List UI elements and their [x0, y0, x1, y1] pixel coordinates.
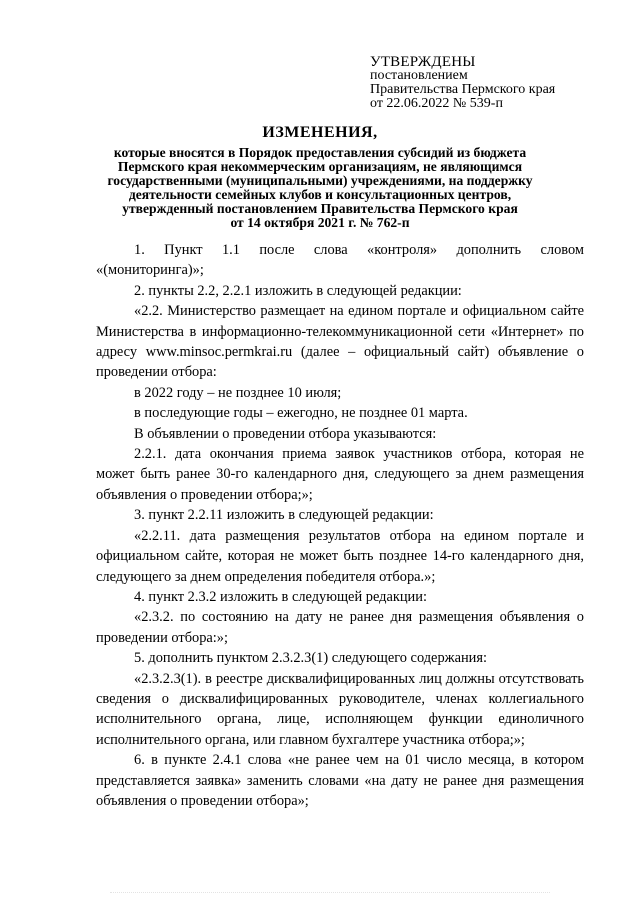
paragraph: «2.3.2.3(1). в реестре дисквалифицированных лиц должны отсутствовать сведения о дисквалифицированных руководителе, членах коллегиального исполнительного органа, лице, исполняющем функции единоличного исполнительного органа, или главном бухгалтере участника отбора;»;: [96, 670, 584, 748]
paragraph: 6. в пункте 2.4.1 слова «не ранее чем на 01 число месяца, в котором представляется заявка» заменить словами «на дату не ранее дня размещения объявления о проведении отбора»;: [96, 752, 584, 809]
subtitle-line: утвержденный постановлением Правительства Пермского края: [122, 201, 518, 216]
subtitle-line: которые вносятся в Порядок предоставления субсидий из бюджета: [113, 145, 527, 160]
document-title: ИЗМЕНЕНИЯ,: [262, 124, 378, 141]
paragraph: В объявлении о проведении отбора указываются:: [134, 425, 437, 442]
approval-line: от 22.06.2022 № 539-п: [370, 96, 503, 111]
document-subtitle: [80, 146, 560, 230]
paragraph: 2.2.1. дата окончания приема заявок участников отбора, которая не может быть ранее 30-го календарного дня, следующего за днем размещения объявления о проведении отбора;»;: [96, 446, 584, 503]
subtitle-line: от 14 октября 2021 г. № 762-п: [230, 215, 410, 230]
paragraph: 5. дополнить пунктом 2.3.2.3(1) следующего содержания:: [134, 650, 487, 667]
paragraph: 2. пункты 2.2, 2.2.1 изложить в следующей редакции:: [134, 282, 462, 299]
paragraph: 4. пункт 2.3.2 изложить в следующей редакции:: [134, 588, 427, 605]
subtitle-line: государственными (муниципальными) учреждениями, на поддержку: [107, 173, 533, 188]
paragraph: 3. пункт 2.2.11 изложить в следующей редакции:: [134, 507, 434, 524]
approval-line: постановлением: [370, 68, 468, 83]
subtitle-line: деятельности семейных клубов и консультационных центров,: [128, 187, 512, 202]
document-body: [96, 240, 584, 811]
paragraph: «2.2. Министерство размещает на едином портале и официальном сайте Министерства в информационно-телекоммуникационной сети «Интернет» по адресу www.minsoc.permkrai.ru (далее – официальный сайт) объявление о проведении отбора:: [96, 303, 584, 381]
approval-line: Правительства Пермского края: [370, 82, 556, 97]
subtitle-line: Пермского края некоммерческим организациям, не являющимся: [117, 159, 523, 174]
paragraph: 1. Пункт 1.1 после слова «контроля» дополнить словом «(мониторинга)»;: [96, 242, 584, 279]
paragraph: «2.3.2. по состоянию на дату не ранее дня размещения объявления о проведении отбора:»;: [96, 609, 584, 646]
scan-artifact-line: [110, 892, 550, 896]
paragraph: «2.2.11. дата размещения результатов отбора на едином портале и официальном сайте, которая не может быть позднее 14-го календарного дня, следующего за днем определения победителя отбора.»;: [96, 527, 584, 585]
paragraph: в последующие годы – ежегодно, не позднее 01 марта.: [134, 405, 468, 422]
approval-heading: УТВЕРЖДЕНЫ: [370, 54, 476, 70]
paragraph: в 2022 году – не позднее 10 июля;: [134, 384, 342, 401]
approval-stamp: [370, 55, 555, 111]
